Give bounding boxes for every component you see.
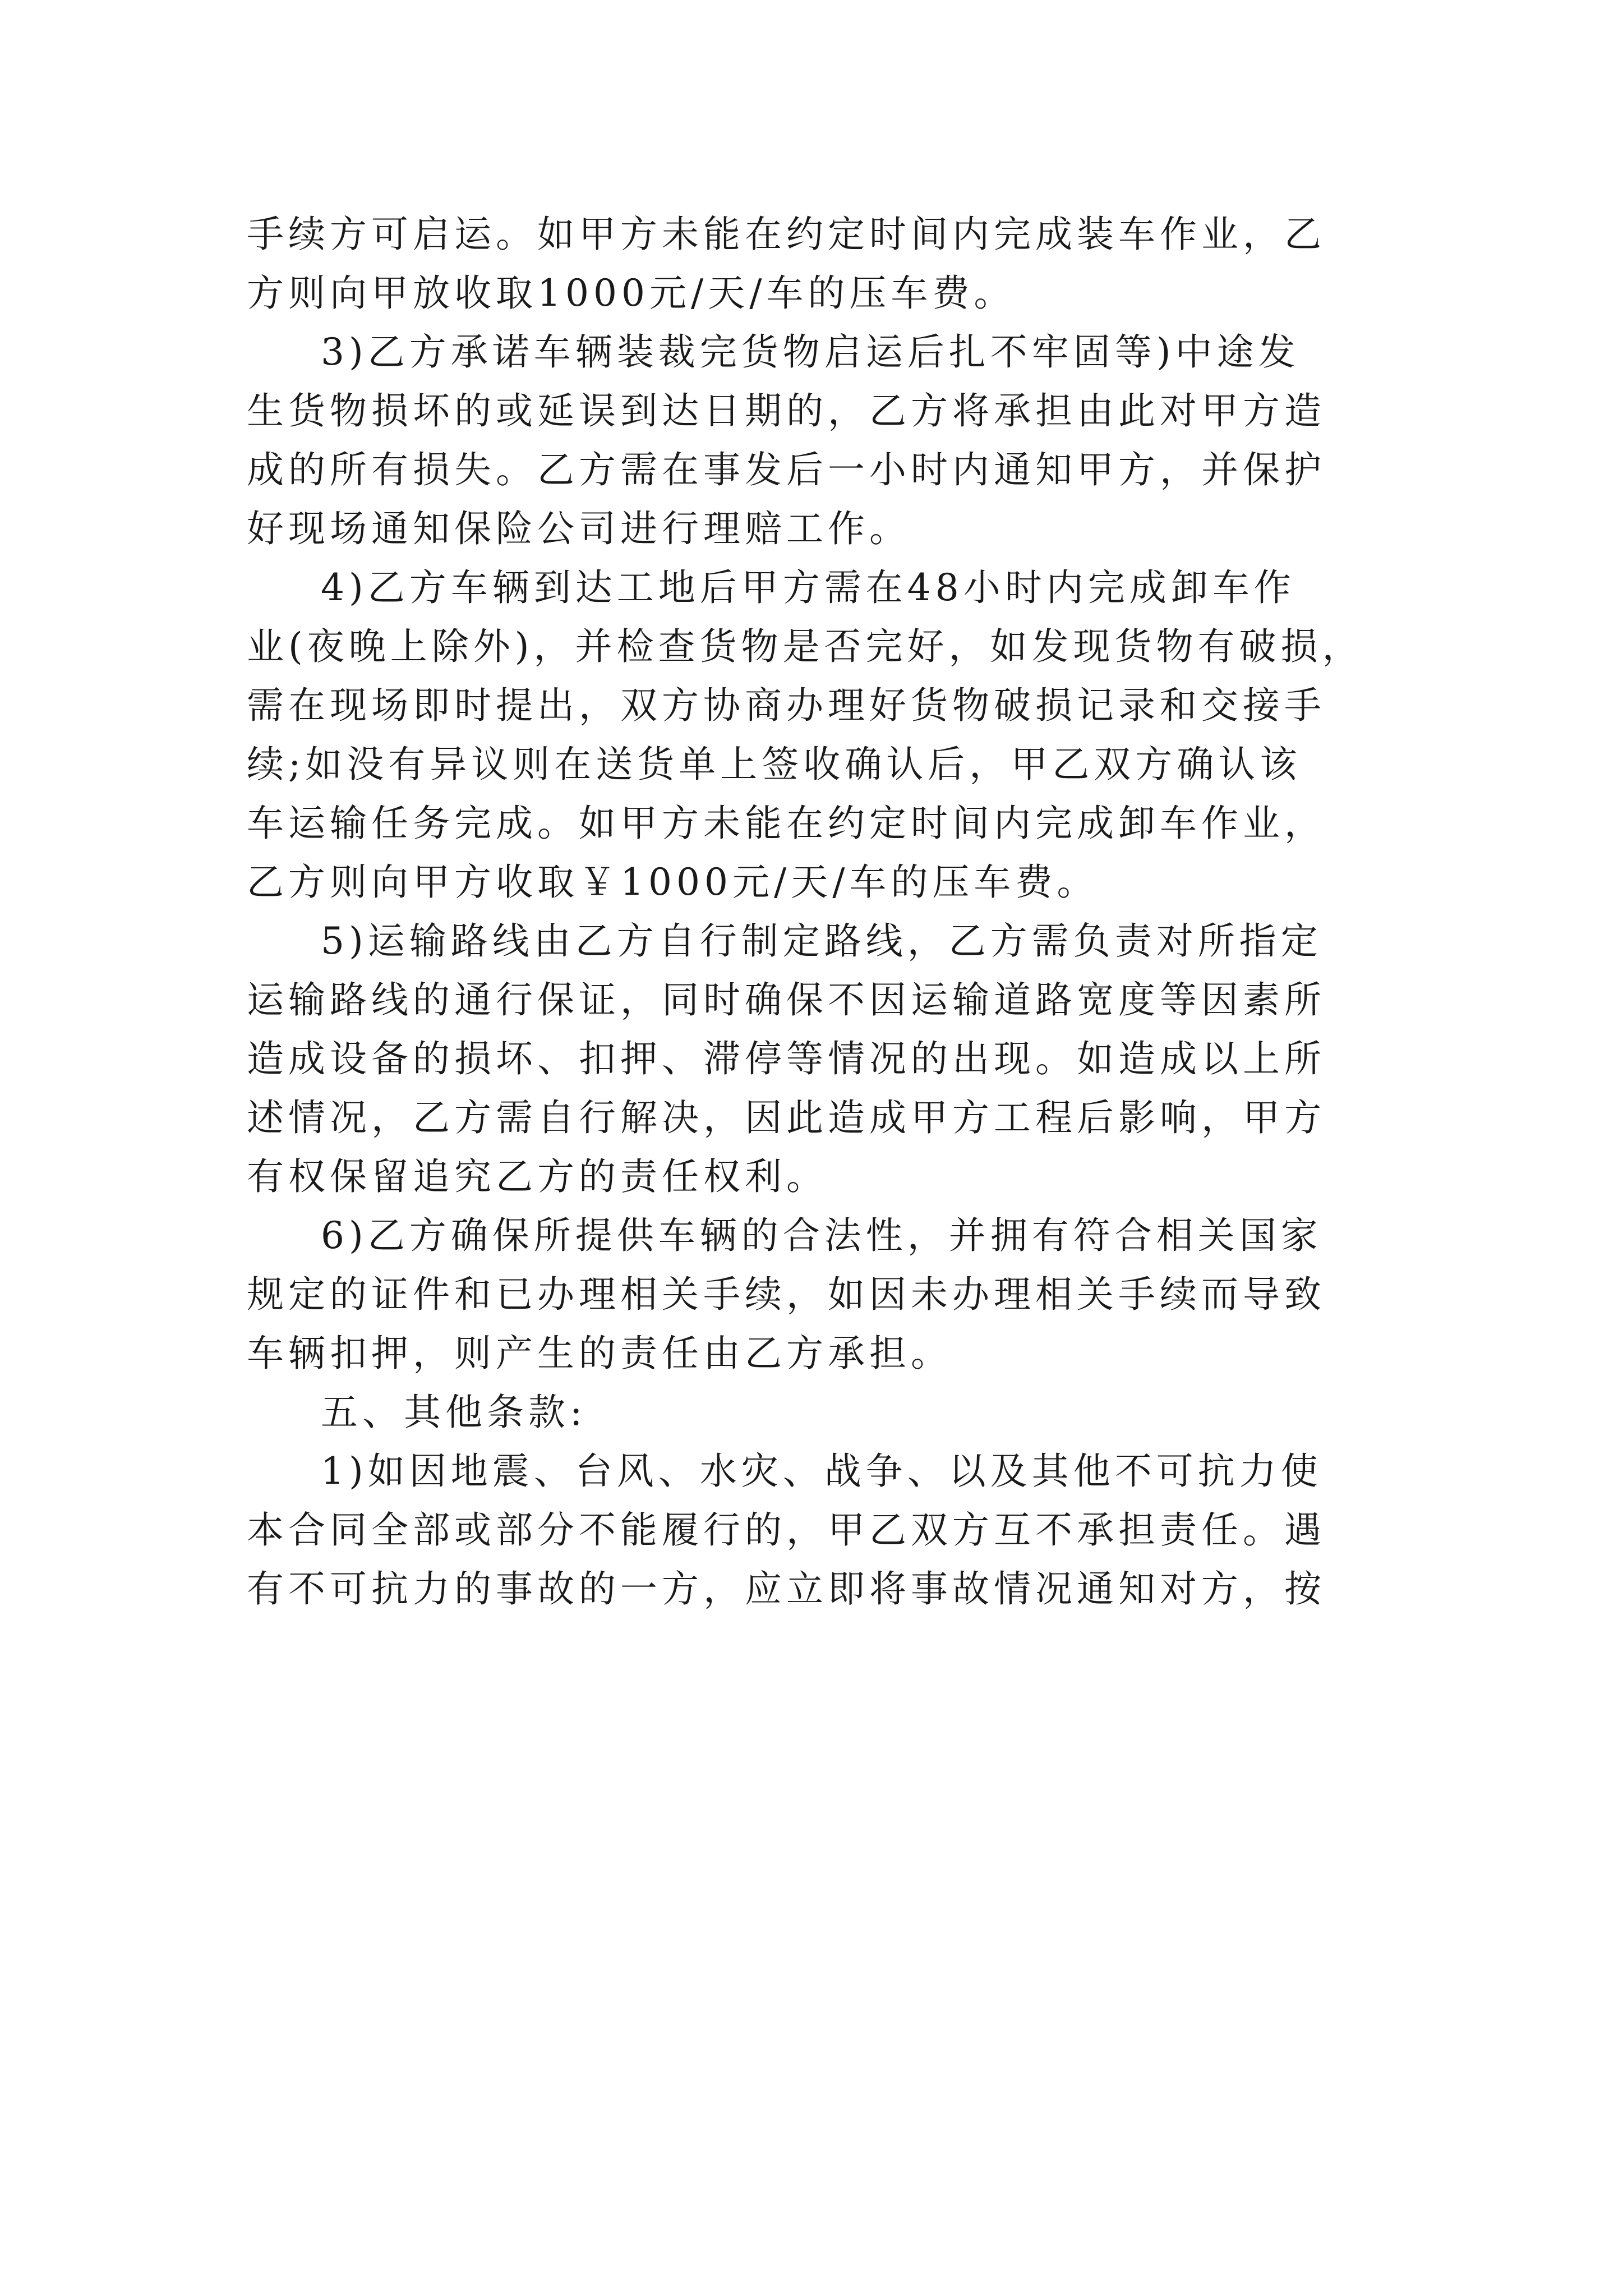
document-body — [247, 205, 1385, 1618]
text-line: 方则向甲放收取1000元/天/车的压车费。 — [247, 272, 1016, 315]
text-line: 有权保留追究乙方的责任权利。 — [247, 1155, 828, 1198]
section-heading: 五、其他条款: — [321, 1391, 587, 1434]
clause-6-line: 6)乙方确保所提供车辆的合法性，并拥有符合相关国家 — [321, 1214, 1322, 1257]
clause-5-line: 5)运输路线由乙方自行制定路线，乙方需负责对所指定 — [321, 919, 1322, 963]
clause-4-line: 4)乙方车辆到达工地后甲方需在48小时内完成卸车作 — [321, 566, 1295, 609]
text-line: 有不可抗力的事故的一方，应立即将事故情况通知对方，按 — [247, 1567, 1326, 1611]
clause-1-line: 1)如因地震、台风、水灾、战争、以及其他不可抗力使 — [321, 1450, 1322, 1493]
text-line: 好现场通知保险公司进行理赔工作。 — [247, 507, 911, 550]
text-line: 述情况，乙方需自行解决，因此造成甲方工程后影响，甲方 — [247, 1096, 1326, 1139]
text-line: 运输路线的通行保证，同时确保不因运输道路宽度等因素所 — [247, 978, 1326, 1022]
text-line: 成的所有损失。乙方需在事发后一小时内通知甲方，并保护 — [247, 448, 1326, 491]
text-line: 车运输任务完成。如甲方未能在约定时间内完成卸车作业， — [247, 802, 1326, 845]
text-line: 手续方可启运。如甲方未能在约定时间内完成装车作业，乙 — [247, 213, 1326, 256]
text-line: 续;如没有异议则在送货单上签收确认后，甲乙双方确认该 — [247, 743, 1302, 786]
text-line: 本合同全部或部分不能履行的，甲乙双方互不承担责任。遇 — [247, 1508, 1326, 1552]
text-line: 需在现场即时提出，双方协商办理好货物破损记录和交接手 — [247, 684, 1326, 727]
text-line: 规定的证件和已办理相关手续，如因未办理相关手续而导致 — [247, 1273, 1326, 1316]
text-line: 车辆扣押，则产生的责任由乙方承担。 — [247, 1332, 952, 1375]
text-line: 造成设备的损坏、扣押、滞停等情况的出现。如造成以上所 — [247, 1037, 1326, 1080]
text-line: 业(夜晚上除外)，并检查货物是否完好，如发现货物有破损， — [247, 625, 1364, 668]
clause-3-line: 3)乙方承诺车辆装裁完货物启运后扎不牢固等)中途发 — [321, 330, 1300, 374]
text-line: 乙方则向甲方收取￥1000元/天/车的压车费。 — [247, 861, 1099, 904]
text-line: 生货物损坏的或延误到达日期的，乙方将承担由此对甲方造 — [247, 389, 1326, 432]
